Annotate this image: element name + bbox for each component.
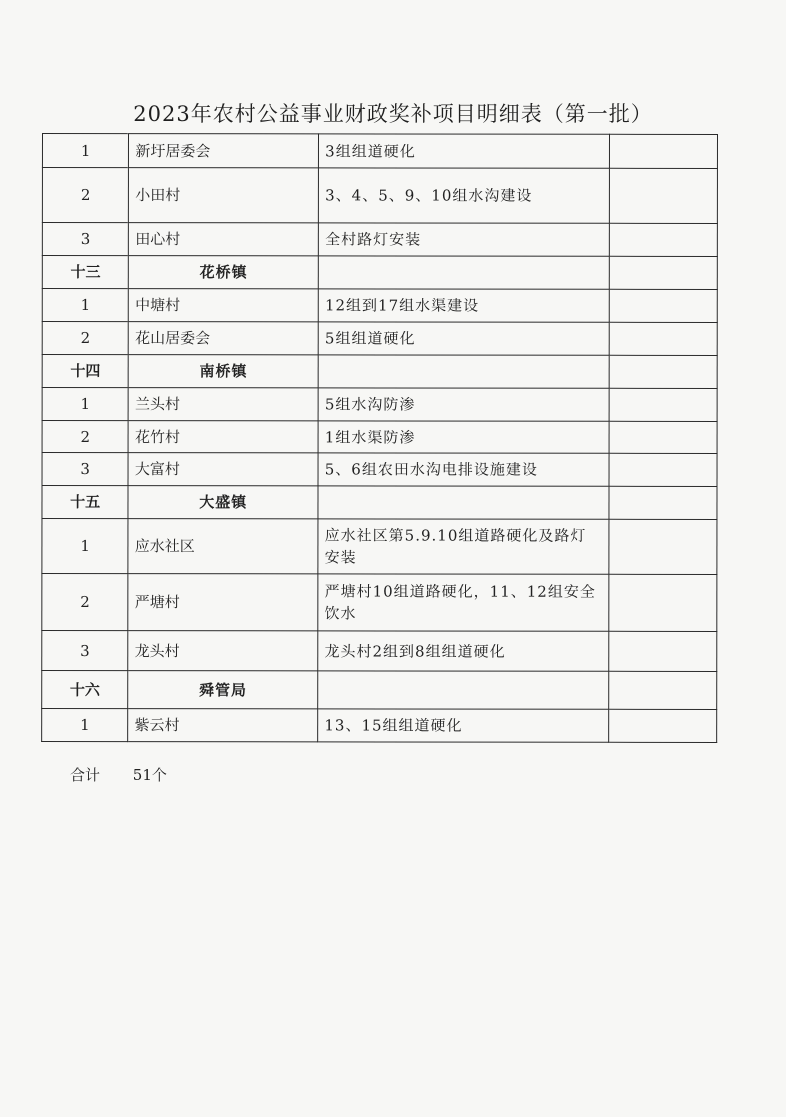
row-number: 3: [42, 453, 128, 486]
table-row: [42, 134, 717, 169]
project-content: [318, 671, 608, 709]
village-name: 龙头村: [128, 631, 318, 671]
extra-cell: [609, 256, 718, 289]
row-number: 2: [42, 574, 128, 631]
table-row: [42, 322, 717, 356]
row-number: 十四: [42, 355, 128, 388]
extra-cell: [609, 453, 718, 486]
town-name: 舜管局: [128, 671, 318, 709]
row-number: 2: [42, 168, 128, 223]
row-number: 1: [42, 709, 128, 742]
project-content: 13、15组组道硬化: [318, 709, 608, 742]
project-content: 龙头村2组到8组组道硬化: [318, 631, 608, 671]
row-number: 3: [42, 631, 128, 671]
table-row: [42, 631, 717, 672]
project-content: 3组组道硬化: [319, 134, 609, 168]
village-name: 大富村: [128, 453, 318, 486]
table-body: [42, 134, 718, 743]
project-content: [319, 256, 609, 289]
row-number: 2: [42, 322, 128, 355]
project-content: 应水社区第5.9.10组道路硬化及路灯安装: [318, 519, 608, 574]
total-label: 合计: [70, 766, 101, 784]
table-row: [42, 453, 717, 487]
row-number: 1: [42, 289, 128, 322]
table-row: [42, 574, 717, 632]
row-number: 十五: [42, 486, 128, 519]
project-content: 12组到17组水渠建设: [318, 289, 608, 322]
total-count: 51个: [132, 766, 167, 784]
group-row: [42, 671, 717, 710]
table-row: [42, 289, 717, 323]
row-number: 2: [42, 421, 128, 453]
row-number: 1: [42, 134, 128, 168]
extra-cell: [609, 388, 718, 421]
extra-cell: [609, 168, 718, 223]
extra-cell: [608, 631, 717, 671]
table-row: [42, 519, 717, 575]
table-row: [42, 223, 717, 257]
village-name: 兰头村: [128, 388, 318, 421]
extra-cell: [608, 574, 717, 631]
project-content: 全村路灯安装: [319, 223, 609, 256]
project-content: 5组水沟防渗: [318, 388, 608, 421]
row-number: 3: [42, 223, 128, 256]
village-name: 应水社区: [128, 519, 318, 574]
extra-cell: [609, 223, 718, 256]
extra-cell: [608, 519, 717, 574]
extra-cell: [608, 709, 717, 742]
row-number: 十三: [42, 256, 128, 289]
town-name: 大盛镇: [128, 486, 318, 519]
extra-cell: [609, 322, 718, 355]
group-row: [42, 256, 717, 290]
project-content: 5组组道硬化: [318, 322, 608, 355]
project-content: 严塘村10组道路硬化，11、12组安全饮水: [318, 574, 608, 631]
village-name: 新圩居委会: [129, 134, 319, 168]
town-name: 花桥镇: [129, 256, 319, 289]
total-line: [70, 764, 167, 785]
village-name: 田心村: [129, 223, 319, 256]
project-content: 1组水渠防渗: [318, 421, 608, 453]
village-name: 花竹村: [128, 421, 318, 453]
project-content: [318, 486, 608, 519]
village-name: 中塘村: [129, 289, 319, 322]
extra-cell: [609, 289, 718, 322]
village-name: 小田村: [129, 168, 319, 223]
extra-cell: [608, 671, 717, 709]
village-name: 紫云村: [128, 709, 318, 742]
village-name: 花山居委会: [129, 322, 319, 355]
town-name: 南桥镇: [129, 355, 319, 388]
extra-cell: [609, 421, 718, 453]
table-row: [42, 388, 717, 422]
table-row: [42, 421, 717, 454]
table-row: [42, 709, 717, 743]
page-title: 2023年农村公益事业财政奖补项目明细表（第一批）: [133, 102, 653, 127]
project-content: 5、6组农田水沟电排设施建设: [318, 453, 608, 486]
extra-cell: [609, 355, 718, 388]
project-content: 3、4、5、9、10组水沟建设: [319, 168, 609, 223]
extra-cell: [608, 486, 717, 519]
group-row: [42, 486, 717, 520]
village-name: 严塘村: [128, 574, 318, 631]
table-row: [42, 168, 717, 224]
project-table: [41, 133, 718, 743]
extra-cell: [609, 134, 718, 168]
group-row: [42, 355, 717, 389]
row-number: 十六: [42, 671, 128, 709]
row-number: 1: [42, 388, 128, 421]
row-number: 1: [42, 519, 128, 574]
project-content: [318, 355, 608, 388]
